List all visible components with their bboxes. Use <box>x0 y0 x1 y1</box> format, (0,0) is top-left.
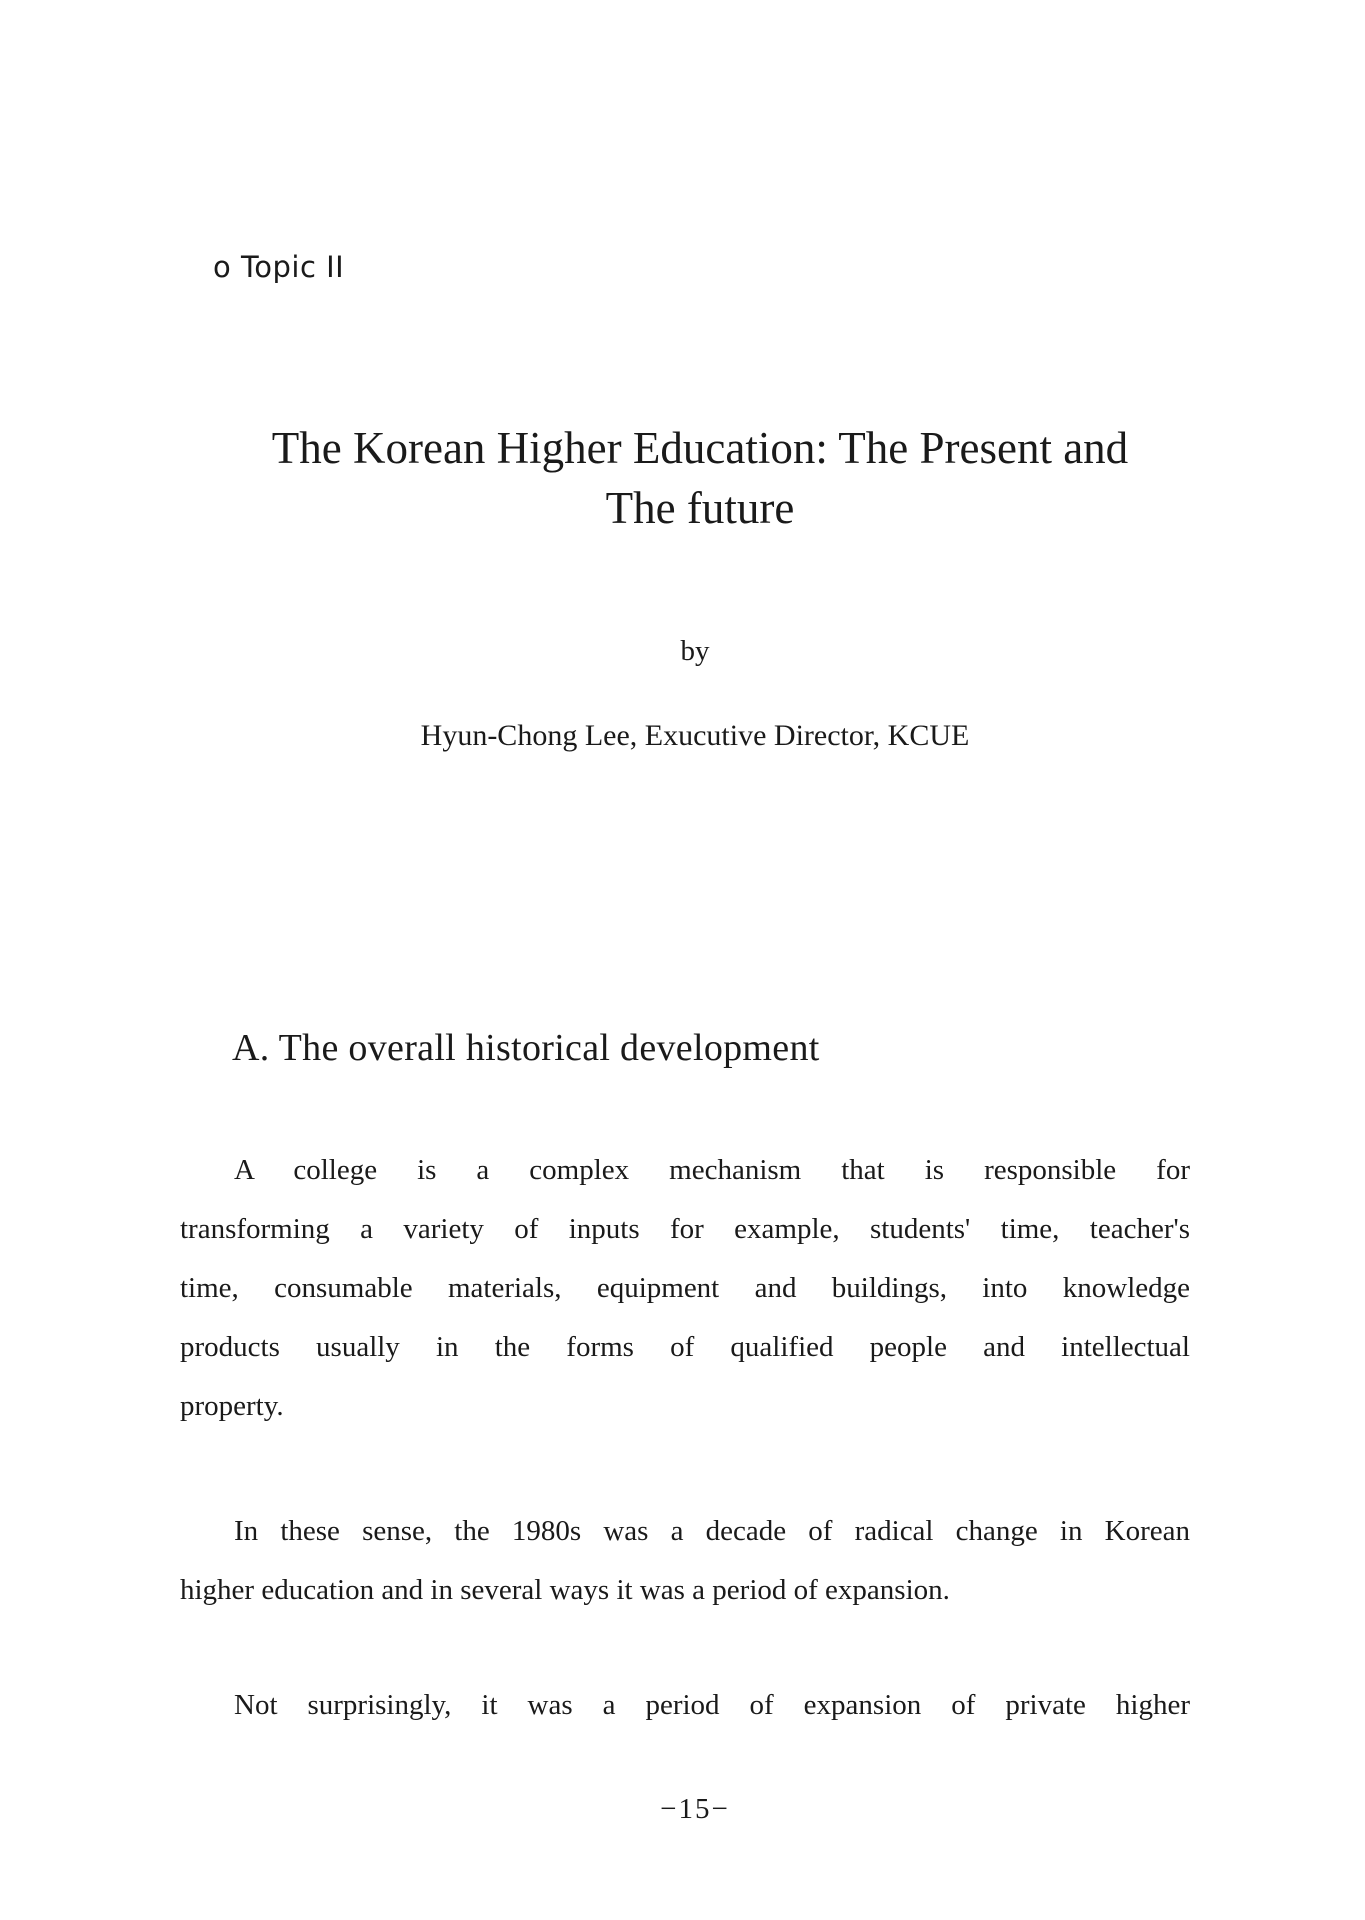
title-line-2: The future <box>605 483 795 533</box>
paragraph-line: time, consumable materials, equipment and buildings, into knowledge <box>180 1272 1190 1304</box>
paragraph-line: higher education and in several ways it was a period of expansion. <box>180 1574 950 1606</box>
paragraph-line: Not surprisingly, it was a period of expansion of private higher <box>234 1689 1190 1721</box>
author-line: Hyun-Chong Lee, Exucutive Director, KCUE <box>420 719 970 752</box>
paragraph-1 <box>180 1141 1190 1436</box>
byline: by <box>680 635 710 667</box>
paragraph-3 <box>180 1676 1190 1735</box>
paragraph-line: property. <box>180 1390 284 1422</box>
paragraph-line: A college is a complex mechanism that is responsible for <box>234 1154 1190 1186</box>
paragraph-line: In these sense, the 1980s was a decade of radical change in Korean <box>234 1515 1190 1547</box>
document-title <box>200 418 1200 538</box>
topic-label: o Topic II <box>213 250 345 284</box>
paragraph-line: transforming a variety of inputs for example, students' time, teacher's <box>180 1213 1190 1245</box>
paragraph-2 <box>180 1502 1190 1620</box>
title-line-1: The Korean Higher Education: The Present and <box>271 423 1129 473</box>
page-number: −15− <box>660 1793 730 1825</box>
section-heading: A. The overall historical development <box>232 1027 820 1069</box>
paragraph-line: products usually in the forms of qualified people and intellectual <box>180 1331 1190 1363</box>
